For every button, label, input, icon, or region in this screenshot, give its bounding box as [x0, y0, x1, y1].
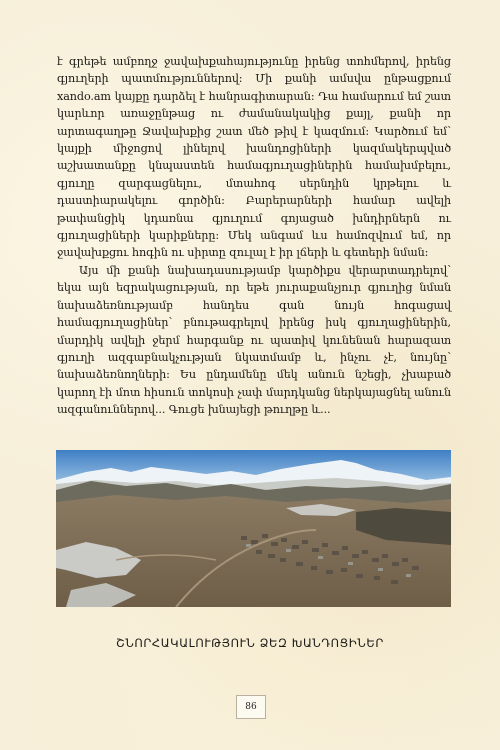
- body-text: [57, 53, 451, 419]
- village-photo-illustration: [56, 450, 451, 607]
- closing-thanks: ՇՆՈՐՀԱԿԱԼՈՒԹՅՈՒՆ ՁԵԶ ԽԱՆԴՈՑԻՆԵՐ: [116, 636, 384, 650]
- paragraph-conclusion: Այս մի քանի նախադասությամբ կարծիքս վերարտադրելով՝ եկա այն եզրակացության, որ եթե յուրաքանչյուր գյուղից նման նախաձեռնությամբ հանդես գան նույն հոգացավ համագյուղացիներ՝ բնութագրելով իրենց իսկ գյուղացիներին, մարդիկ ավելի ջերմ հարգանք ու պատիվ կունենան հարազատ գյուղի ազգաբնակչության նկատմամբ և, ինչու չէ, նույնը՝ նախաձեռնողների: Ես ընդամենը մեկ անուն նշեցի, չխաբած կարող էի մոտ հիսուն տոկոսի չափ մարդկանց ներկայացնել անուն ազգանուններով... Գուցե խնայեցի թուղթը և...: [57, 263, 451, 417]
- paragraph-continuation: է գրեթե ամբողջ ջավախքահայությունը իրենց տոհմերով, իրենց գյուղերի պատմություններով: Մի քանի ամսվա ընթացքում xando.am կայքը դարձել է հանրագիտարան: Դա համարում եմ շատ կարևոր առաջընթաց ու ժամանակակից քայլ, քանի որ արտագաղթը Ջավախքից շատ մեծ թիվ է կազմում: Կարծում եմ՝ կայքի միջոցով լինելով խանդոցիների կազմակերպված աշխատանքը կնպաստեն համագյուղացիներին համախմբելու, գյուղը զարգացնելու, մտահոգ սերնդին կրթելու և դաստիարակելու գործին: Բարերարների համար ավելի թափանցիկ կդառնա գյուղում գոյացած խնդիրներն ու գյուղացիների կարիքները: Մեկ անգամ ևս համոզվում եմ, որ ջավախքցու հոգին ու սիրտը զուլալ է իր լճերի և գետերի նման:: [57, 55, 451, 260]
- page-number: 86: [236, 695, 266, 719]
- village-photo: [56, 450, 451, 607]
